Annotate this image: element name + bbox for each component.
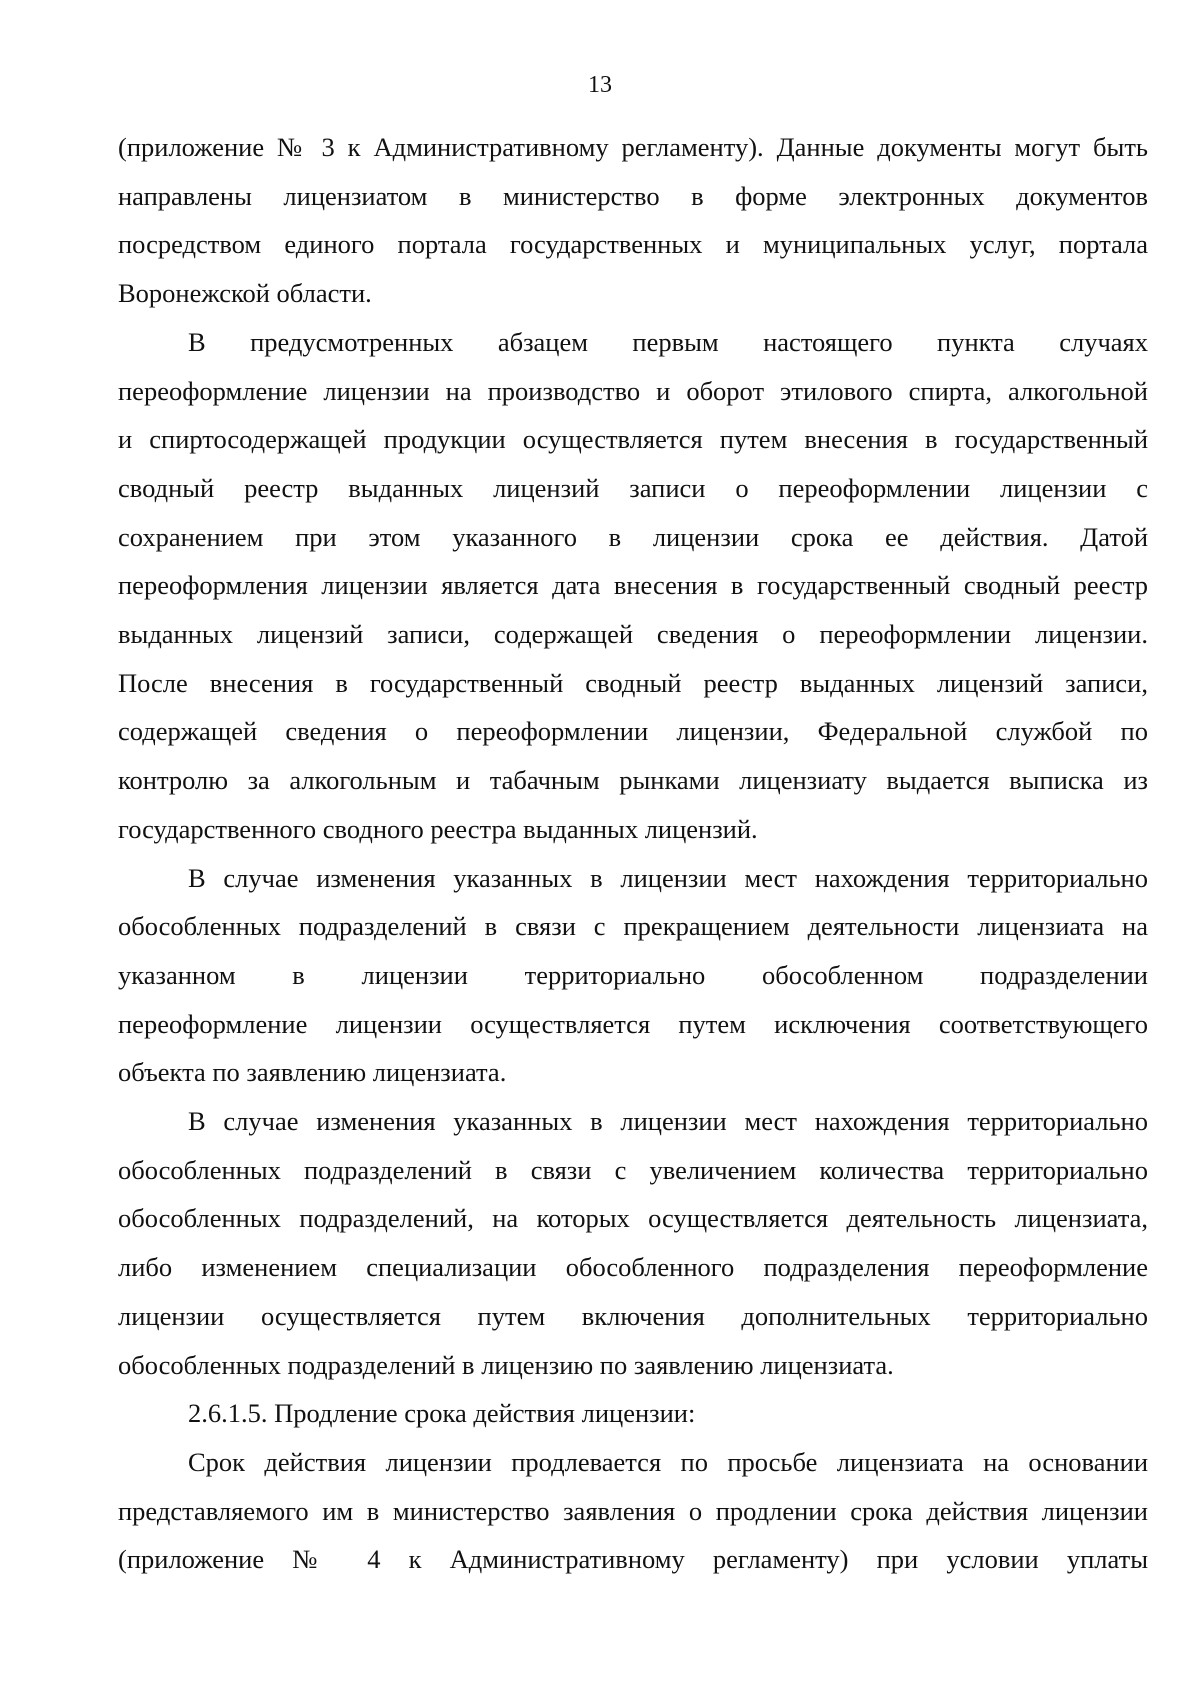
text-line: Воронежской области. [118, 278, 372, 309]
text-line: 2.6.1.5. Продление срока действия лицензии: [188, 1398, 696, 1429]
text-line: государственного сводного реестра выданных лицензий. [118, 813, 758, 844]
text-line: посредством единого портала государственных и муниципальных услуг, портала [118, 229, 1148, 260]
text-line: сохранением при этом указанного в лицензии срока ее действия. Датой [118, 521, 1148, 552]
text-line: В случае изменения указанных в лицензии мест нахождения территориально [188, 1106, 1148, 1137]
text-line: указанном в лицензии территориально обособленном подразделении [118, 959, 1148, 990]
text-line: В случае изменения указанных в лицензии мест нахождения территориально [188, 862, 1148, 893]
text-line: обособленных подразделений, на которых осуществляется деятельность лицензиата, [118, 1203, 1148, 1234]
text-line: направлены лицензиатом в министерство в форме электронных документов [118, 180, 1148, 211]
text-line: и спиртосодержащей продукции осуществляется путем внесения в государственный [118, 424, 1148, 455]
document-body [118, 123, 1148, 1584]
text-line: обособленных подразделений в связи с увеличением количества территориально [118, 1154, 1148, 1185]
text-line: (приложение № 3 к Административному регламенту). Данные документы могут быть [118, 132, 1148, 162]
text-line: содержащей сведения о переоформлении лицензии, Федеральной службой по [118, 716, 1148, 747]
text-line: (приложение № 4 к Административному регламенту) при условии уплаты [118, 1544, 1148, 1575]
text-line: переоформления лицензии является дата внесения в государственный сводный реестр [118, 570, 1148, 601]
text-line: объекта по заявлению лицензиата. [118, 1057, 507, 1088]
text-line: лицензии осуществляется путем включения дополнительных территориально [118, 1300, 1148, 1331]
text-line: обособленных подразделений в связи с прекращением деятельности лицензиата на [118, 911, 1148, 942]
page-number: 13 [588, 72, 612, 98]
text-line: В предусмотренных абзацем первым настоящего пункта случаях [188, 326, 1148, 357]
text-line: Срок действия лицензии продлевается по просьбе лицензиата на основании [188, 1446, 1148, 1477]
text-line: обособленных подразделений в лицензию по заявлению лицензиата. [118, 1349, 894, 1380]
paragraph-3 [118, 854, 1148, 1098]
paragraph-6 [118, 1438, 1148, 1584]
paragraph-4 [118, 1097, 1148, 1389]
text-line: переоформление лицензии на производство и оборот этилового спирта, алкогольной [118, 375, 1148, 406]
paragraph-2 [118, 318, 1148, 854]
text-line: выданных лицензий записи, содержащей сведения о переоформлении лицензии. [118, 619, 1148, 650]
text-line: либо изменением специализации обособленного подразделения переоформление [118, 1252, 1148, 1283]
text-line: После внесения в государственный сводный реестр выданных лицензий записи, [118, 667, 1148, 698]
text-line: контролю за алкогольным и табачным рынками лицензиату выдается выписка из [118, 765, 1148, 796]
section-heading-2-6-1-5 [118, 1389, 1148, 1438]
paragraph-1 [118, 123, 1148, 318]
text-line: представляемого им в министерство заявления о продлении срока действия лицензии [118, 1495, 1148, 1526]
text-line: переоформление лицензии осуществляется путем исключения соответствующего [118, 1008, 1148, 1039]
text-line: сводный реестр выданных лицензий записи о переоформлении лицензии с [118, 472, 1148, 503]
